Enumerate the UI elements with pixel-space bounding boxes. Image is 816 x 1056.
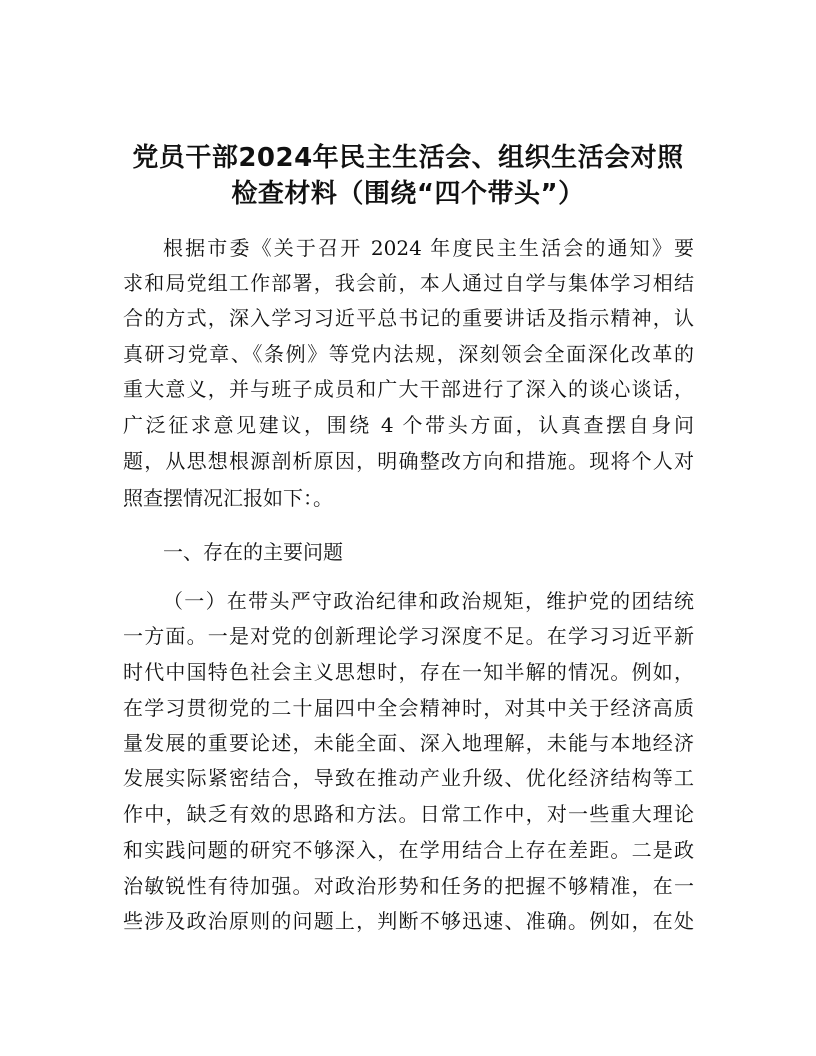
paragraph-line: 和实践问题的研究不够深入，在学用结合上存在差距。二是政 (123, 838, 694, 862)
paragraph-line: 些涉及政治原则的问题上，判断不够迅速、准确。例如，在处 (123, 909, 694, 933)
paragraph-line: 题，从思想根源剖析原因，明确整改方向和措施。现将个人对 (123, 449, 694, 473)
paragraph-line: 治敏锐性有待加强。对政治形势和任务的把握不够精准，在一 (123, 874, 694, 898)
paragraph-line: 照查摆情况汇报如下：。 (123, 486, 333, 510)
paragraph-line: 根据市委《关于召开 2024 年度民主生活会的通知》要 (163, 236, 694, 260)
paragraph-line: （一）在带头严守政治纪律和政治规矩，维护党的团结统 (163, 589, 694, 613)
paragraph-line: 合的方式，深入学习习近平总书记的重要讲话及指示精神，认 (123, 306, 694, 330)
section-heading: 一、存在的主要问题 (163, 540, 343, 564)
document-title (100, 140, 716, 212)
paragraph-line: 求和局党组工作部署，我会前，本人通过自学与集体学习相结 (123, 271, 694, 295)
paragraph-line: 时代中国特色社会主义思想时，存在一知半解的情况。例如， (123, 660, 694, 684)
title-line-2: 检查材料（围绕“四个带头”） (231, 179, 585, 209)
paragraph-line: 量发展的重要论述，未能全面、深入地理解，未能与本地经济 (123, 731, 694, 755)
title-line-1: 党员干部2024年民主生活会、组织生活会对照 (132, 143, 684, 173)
paragraph-line: 重大意义，并与班子成员和广大干部进行了深入的谈心谈话， (123, 377, 694, 401)
paragraph-line: 真研习党章、《条例》等党内法规，深刻领会全面深化改革的 (123, 342, 694, 366)
paragraph-line: 在学习贯彻党的二十届四中全会精神时，对其中关于经济高质 (123, 696, 694, 720)
paragraph-line: 广泛征求意见建议，围绕 4 个带头方面，认真查摆自身问 (123, 413, 694, 437)
paragraph-line: 作中，缺乏有效的思路和方法。日常工作中，对一些重大理论 (123, 802, 694, 826)
paragraph-line: 发展实际紧密结合，导致在推动产业升级、优化经济结构等工 (123, 766, 694, 790)
paragraph-line: 一方面。一是对党的创新理论学习深度不足。在学习习近平新 (123, 624, 694, 648)
